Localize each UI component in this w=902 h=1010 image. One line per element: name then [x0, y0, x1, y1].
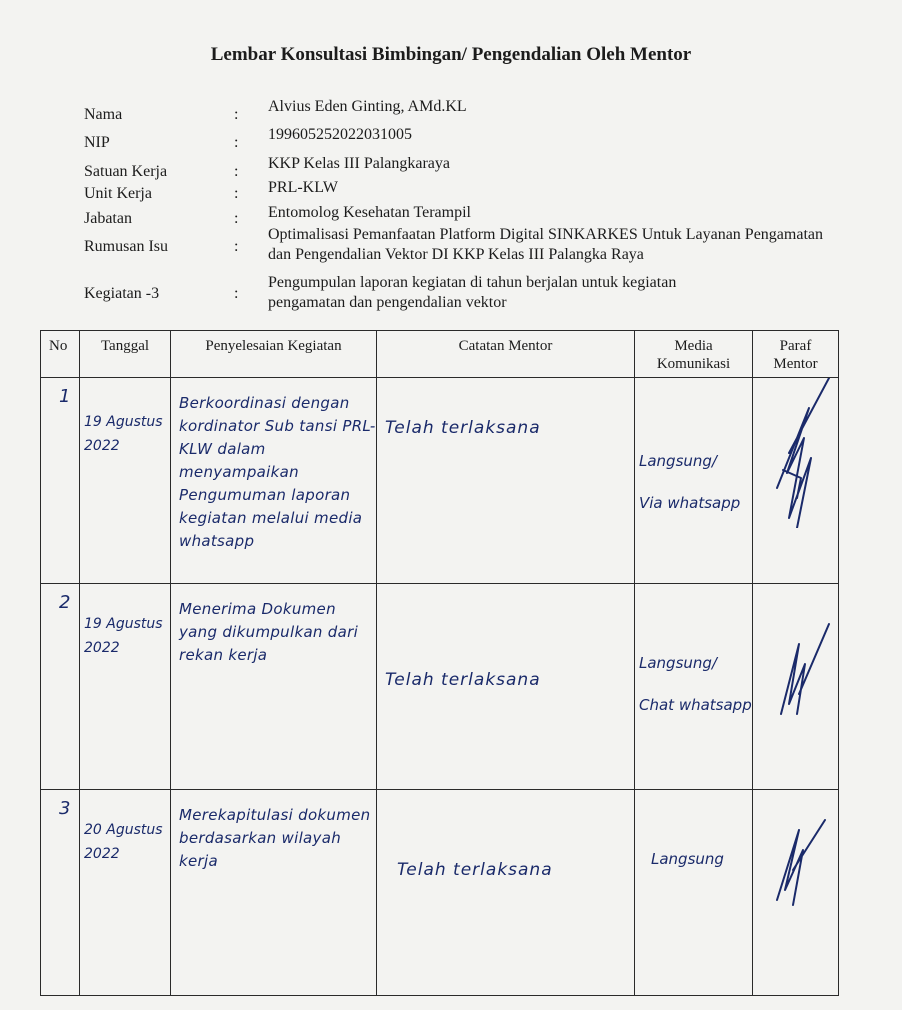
cell-no: [41, 790, 80, 996]
info-label: Rumusan Isu: [84, 238, 168, 255]
row-media-line2: Chat whatsapp: [639, 696, 752, 714]
info-colon: :: [234, 238, 239, 255]
row-media: [639, 642, 757, 726]
cell-kegiatan: [171, 378, 377, 584]
info-label: NIP: [84, 134, 110, 151]
cell-catatan: [377, 378, 635, 584]
cell-media: [635, 584, 753, 790]
mentor-signature: [759, 378, 835, 528]
cell-paraf: [753, 790, 839, 996]
mentor-signature: [759, 790, 835, 940]
header-media-line1: Media: [674, 338, 713, 354]
mentor-signature: [759, 584, 835, 734]
header-paraf-line2: Mentor: [773, 356, 818, 372]
header-catatan: Catatan Mentor: [377, 331, 635, 378]
info-colon: :: [234, 163, 239, 180]
row-media-line1: Langsung/: [639, 654, 717, 672]
header-media: [635, 331, 753, 378]
info-value: KKP Kelas III Palangkaraya: [268, 155, 451, 172]
table-header-row: [41, 331, 839, 378]
row-activity: Menerima Dokumen yang dikumpulkan dari rekan kerja: [179, 600, 359, 664]
info-colon: :: [234, 285, 239, 302]
cell-tanggal: [80, 584, 171, 790]
info-value: 199605252022031005: [268, 126, 412, 143]
cell-kegiatan: [171, 790, 377, 996]
info-colon: :: [234, 106, 239, 123]
row-number: 1: [59, 386, 71, 407]
cell-tanggal: [80, 378, 171, 584]
header-penyelesaian: Penyelesaian Kegiatan: [171, 331, 377, 378]
header-paraf-line1: Paraf: [779, 338, 812, 354]
row-media: [651, 838, 769, 880]
row-date: 20 Agustus 2022: [84, 822, 163, 862]
row-mentor-note: Telah terlaksana: [397, 860, 553, 880]
table-row: [41, 378, 839, 584]
header-media-line2: Komunikasi: [656, 356, 731, 372]
cell-media: [635, 790, 753, 996]
info-label: Kegiatan -3: [84, 285, 160, 302]
header-paraf: [753, 331, 839, 378]
row-number: 3: [59, 798, 71, 819]
consultation-table: [40, 330, 839, 996]
cell-paraf: [753, 378, 839, 584]
info-colon: :: [234, 210, 239, 227]
table-row: [41, 790, 839, 996]
row-number: 2: [59, 592, 71, 613]
header-tanggal: Tanggal: [80, 331, 171, 378]
info-label: Nama: [84, 106, 123, 123]
info-label: Jabatan: [84, 210, 132, 227]
info-value: PRL-KLW: [268, 179, 338, 196]
cell-paraf: [753, 584, 839, 790]
info-label: Unit Kerja: [84, 185, 152, 202]
row-media-line2: Via whatsapp: [639, 494, 741, 512]
info-colon: :: [234, 134, 239, 151]
cell-kegiatan: [171, 584, 377, 790]
row-date: 19 Agustus 2022: [84, 414, 163, 454]
info-colon: :: [234, 185, 239, 202]
cell-no: [41, 584, 80, 790]
info-value: Optimalisasi Pemanfaatan Platform Digital SINKARKES Untuk Layanan Pengamatan dan Pengendalian Vektor DI KKP Kelas III Palangka Raya: [268, 226, 823, 263]
row-media-line1: Langsung/: [639, 452, 717, 470]
info-value: Alvius Eden Ginting, AMd.KL: [268, 98, 467, 115]
header-no: No: [41, 331, 80, 378]
row-activity: Berkoordinasi dengan kordinator Sub tansi PRL-KLW dalam menyampaikan Pengumuman laporan kegiatan melalui media whatsapp: [179, 394, 376, 550]
cell-media: [635, 378, 753, 584]
row-activity: Merekapitulasi dokumen berdasarkan wilayah kerja: [179, 806, 371, 870]
document-title: Lembar Konsultasi Bimbingan/ Pengendalian Oleh Mentor: [210, 44, 692, 65]
row-mentor-note: Telah terlaksana: [385, 418, 541, 438]
info-value: Pengumpulan laporan kegiatan di tahun berjalan untuk kegiatan pengamatan dan pengendalian vektor: [268, 274, 677, 311]
info-value: Entomolog Kesehatan Terampil: [268, 204, 471, 221]
cell-tanggal: [80, 790, 171, 996]
row-date: 19 Agustus 2022: [84, 616, 163, 656]
cell-catatan: [377, 584, 635, 790]
cell-no: [41, 378, 80, 584]
table-row: [41, 584, 839, 790]
row-mentor-note: Telah terlaksana: [385, 670, 541, 690]
row-media-line1: Langsung: [651, 850, 724, 868]
info-label: Satuan Kerja: [84, 163, 168, 180]
row-media: [639, 440, 757, 524]
cell-catatan: [377, 790, 635, 996]
